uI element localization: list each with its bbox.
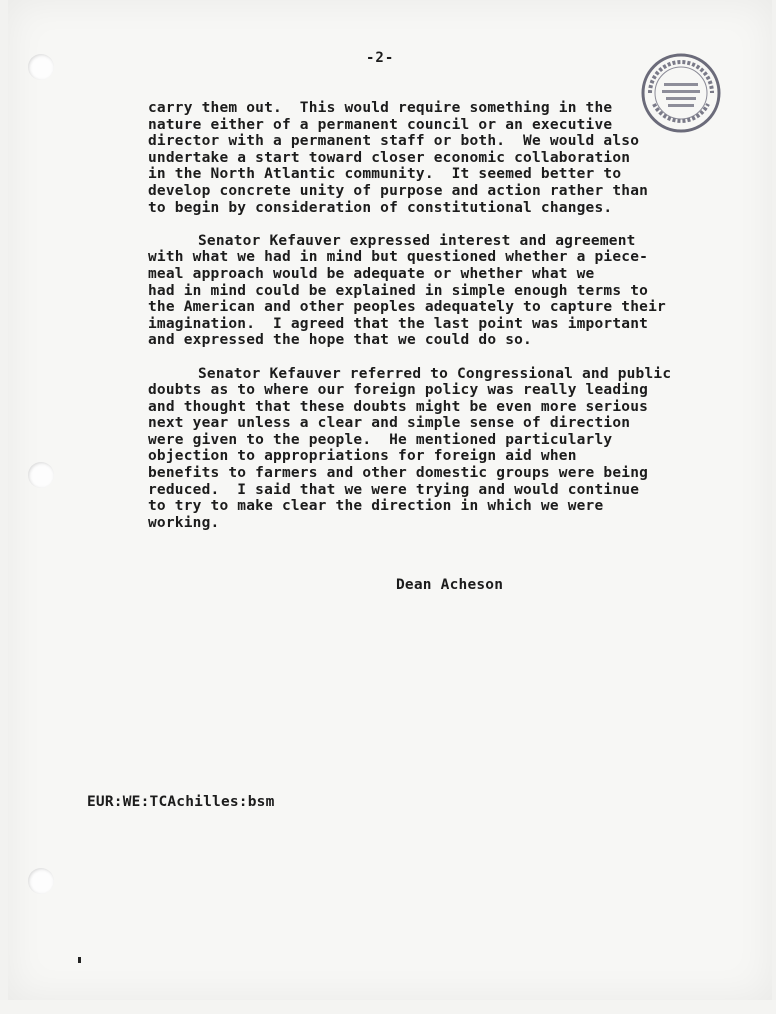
text-line: were given to the people. He mentioned particularly <box>148 431 613 448</box>
text-line: next year unless a clear and simple sense of direction <box>148 415 631 432</box>
text-line: benefits to farmers and other domestic groups were being <box>148 465 649 482</box>
text-line: reduced. I said that we were trying and would continue <box>148 481 640 498</box>
reference-initials: EUR:WE:TCAchilles:bsm <box>87 794 275 810</box>
text-line: Senator Kefauver expressed interest and agreement <box>198 232 636 249</box>
page-bottom-edge <box>0 1000 776 1014</box>
text-line: to try to make clear the direction in which we were <box>148 498 604 515</box>
paragraph-3 <box>148 366 728 532</box>
text-line: carry them out. This would require something in the <box>148 100 613 116</box>
text-line: imagination. I agreed that the last point was important <box>148 315 649 332</box>
paragraph-2 <box>148 233 728 349</box>
text-line: director with a permanent staff or both. We would also <box>148 133 640 150</box>
punch-hole-bottom <box>28 868 54 894</box>
text-line: in the North Atlantic community. It seemed better to <box>148 166 622 183</box>
text-line: had in mind could be explained in simple enough terms to <box>148 282 649 299</box>
text-line: nature either of a permanent council or an executive <box>148 116 613 133</box>
letter-body <box>148 100 728 548</box>
text-line: the American and other peoples adequately to capture their <box>148 299 666 316</box>
punch-hole-middle <box>28 462 54 488</box>
ink-mark <box>78 957 81 963</box>
signature-name: Dean Acheson <box>396 577 504 593</box>
text-line: Senator Kefauver referred to Congressional and public <box>198 365 672 382</box>
text-line: develop concrete unity of purpose and action rather than <box>148 182 649 199</box>
page-number: -2- <box>366 50 395 66</box>
paragraph-1 <box>148 100 728 216</box>
text-line: objection to appropriations for foreign aid when <box>148 448 577 465</box>
text-line: meal approach would be adequate or whether what we <box>148 265 595 282</box>
punch-hole-top <box>28 54 54 80</box>
text-line: doubts as to where our foreign policy was really leading <box>148 382 649 399</box>
text-line: with what we had in mind but questioned whether a piece- <box>148 249 649 266</box>
text-line: and thought that these doubts might be even more serious <box>148 398 649 415</box>
text-line: undertake a start toward closer economic collaboration <box>148 149 631 166</box>
text-line: to begin by consideration of constitutional changes. <box>148 199 613 216</box>
text-line: and expressed the hope that we could do so. <box>148 332 532 349</box>
text-line: working. <box>148 514 220 531</box>
